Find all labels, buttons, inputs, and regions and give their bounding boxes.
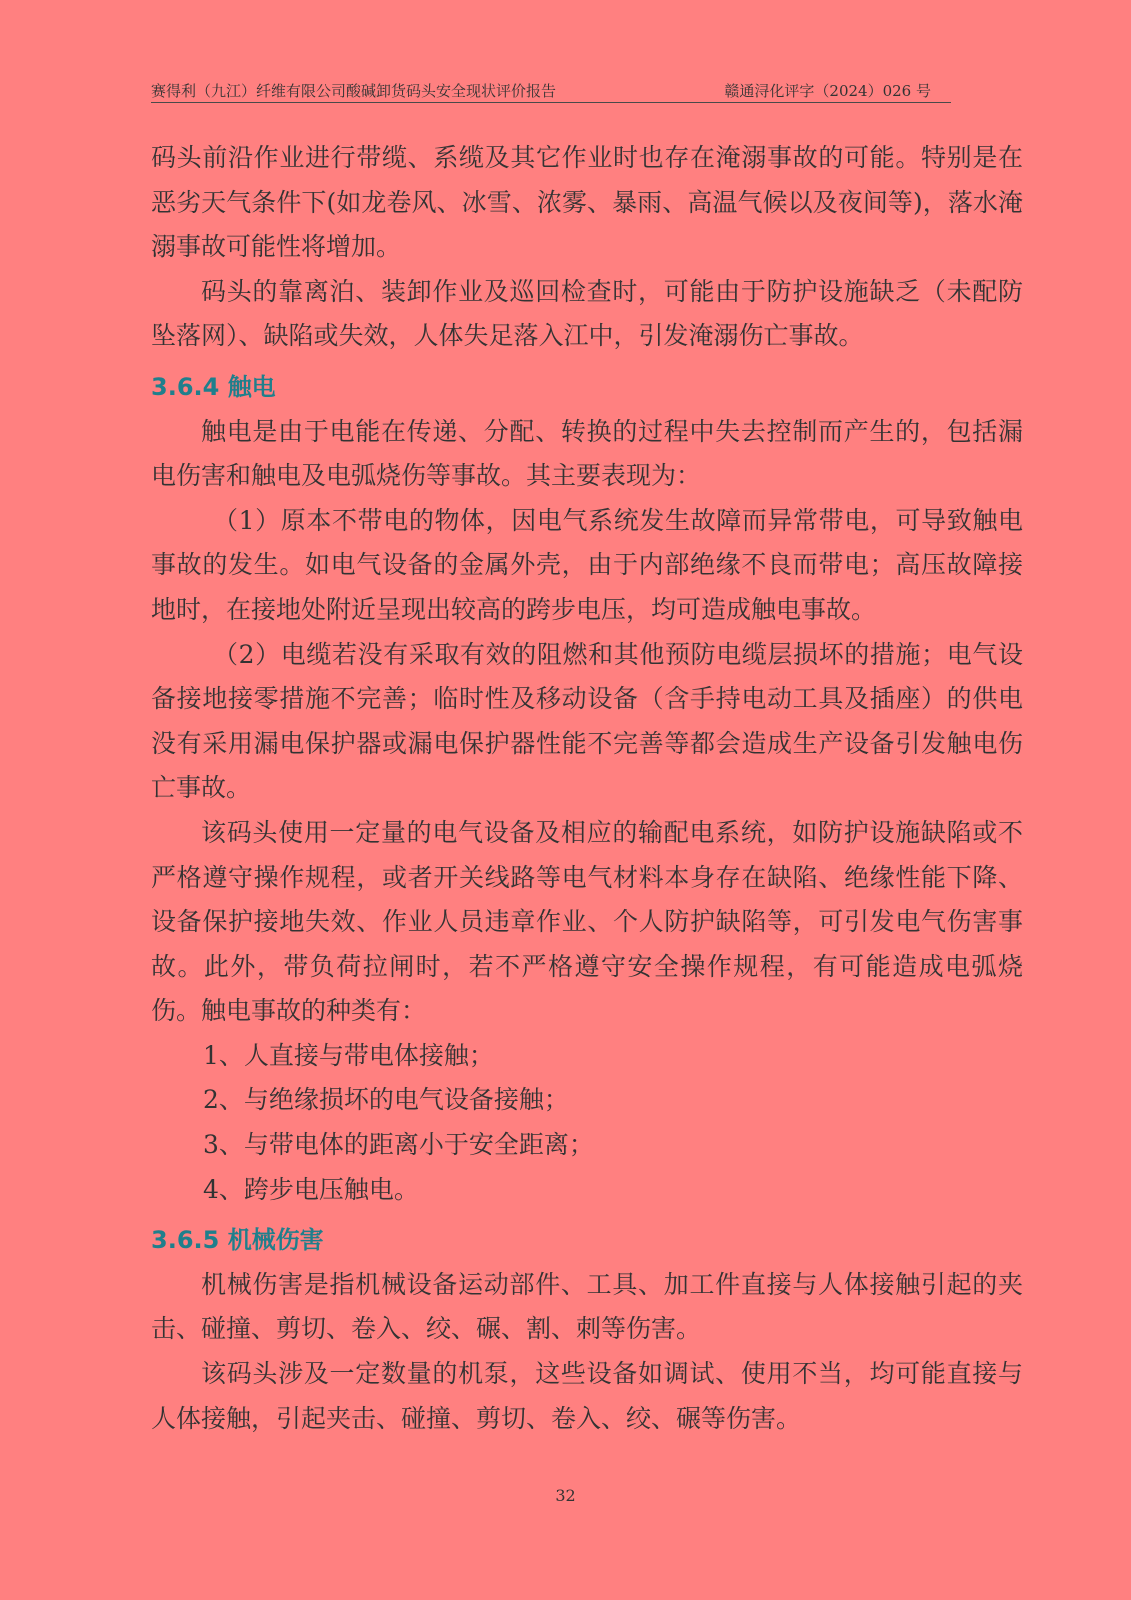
- header-report-title: 赛得利（九江）纤维有限公司酸碱卸货码头安全现状评价报告: [151, 82, 557, 100]
- paragraph-electric-shock-item-2: （2）电缆若没有采取有效的阻燃和其他预防电缆层损坏的措施；电气设备接地接零措施不完善；临时性及移动设备（含手持电动工具及插座）的供电没有采用漏电保护器或漏电保护器性能不完善等都会造成生产设备引发触电伤亡事故。: [151, 639, 1023, 803]
- list-item: 2、与绝缘损坏的电气设备接触；: [203, 1085, 569, 1115]
- list-item: 3、与带电体的距离小于安全距离；: [203, 1130, 594, 1160]
- list-item: 4、跨步电压触电。: [203, 1174, 419, 1204]
- paragraph-electric-shock-terminal: 该码头使用一定量的电气设备及相应的输配电系统，如防护设施缺陷或不严格遵守操作规程，或者开关线路等电气材料本身存在缺陷、绝缘性能下降、设备保护接地失效、作业人员违章作业、个人防护缺陷等，可引发电气伤害事故。此外，带负荷拉闸时，若不严格遵守安全操作规程，有可能造成电弧烧伤。触电事故的种类有：: [151, 817, 1023, 1026]
- header-report-number: 赣通浔化评字（2024）026 号: [724, 82, 931, 100]
- list-item: 1、人直接与带电体接触；: [203, 1040, 494, 1070]
- paragraph-drowning-continued: 码头前沿作业进行带缆、系缆及其它作业时也存在淹溺事故的可能。特别是在恶劣天气条件下(如龙卷风、冰雪、浓雾、暴雨、高温气候以及夜间等)，落水淹溺事故可能性将增加。: [151, 143, 1023, 262]
- paragraph-electric-shock-item-1: （1）原本不带电的物体，因电气系统发生故障而异常带电，可导致触电事故的发生。如电气设备的金属外壳，由于内部绝缘不良而带电；高压故障接地时，在接地处附近呈现出较高的跨步电压，均可造成触电事故。: [151, 505, 1023, 624]
- page-body: [151, 136, 1023, 1441]
- section-heading-mechanical-injury: 3.6.5 机械伤害: [151, 1226, 324, 1255]
- paragraph-electric-shock-definition: 触电是由于电能在传递、分配、转换的过程中失去控制而产生的，包括漏电伤害和触电及电弧烧伤等事故。其主要表现为：: [151, 416, 1023, 491]
- paragraph-mechanical-injury-definition: 机械伤害是指机械设备运动部件、工具、加工件直接与人体接触引起的夹击、碰撞、剪切、卷入、绞、碾、割、刺等伤害。: [151, 1269, 1023, 1344]
- paragraph-mechanical-injury-pumps: 该码头涉及一定数量的机泵，这些设备如调试、使用不当，均可能直接与人体接触，引起夹击、碰撞、剪切、卷入、绞、碾等伤害。: [151, 1359, 1023, 1433]
- section-heading-electric-shock: 3.6.4 触电: [151, 372, 276, 401]
- page-number: 32: [555, 1486, 576, 1505]
- page-header: [151, 78, 951, 103]
- paragraph-drowning-berthing: 码头的靠离泊、装卸作业及巡回检查时，可能由于防护设施缺乏（未配防坠落网）、缺陷或失效，人体失足落入江中，引发淹溺伤亡事故。: [151, 276, 1023, 351]
